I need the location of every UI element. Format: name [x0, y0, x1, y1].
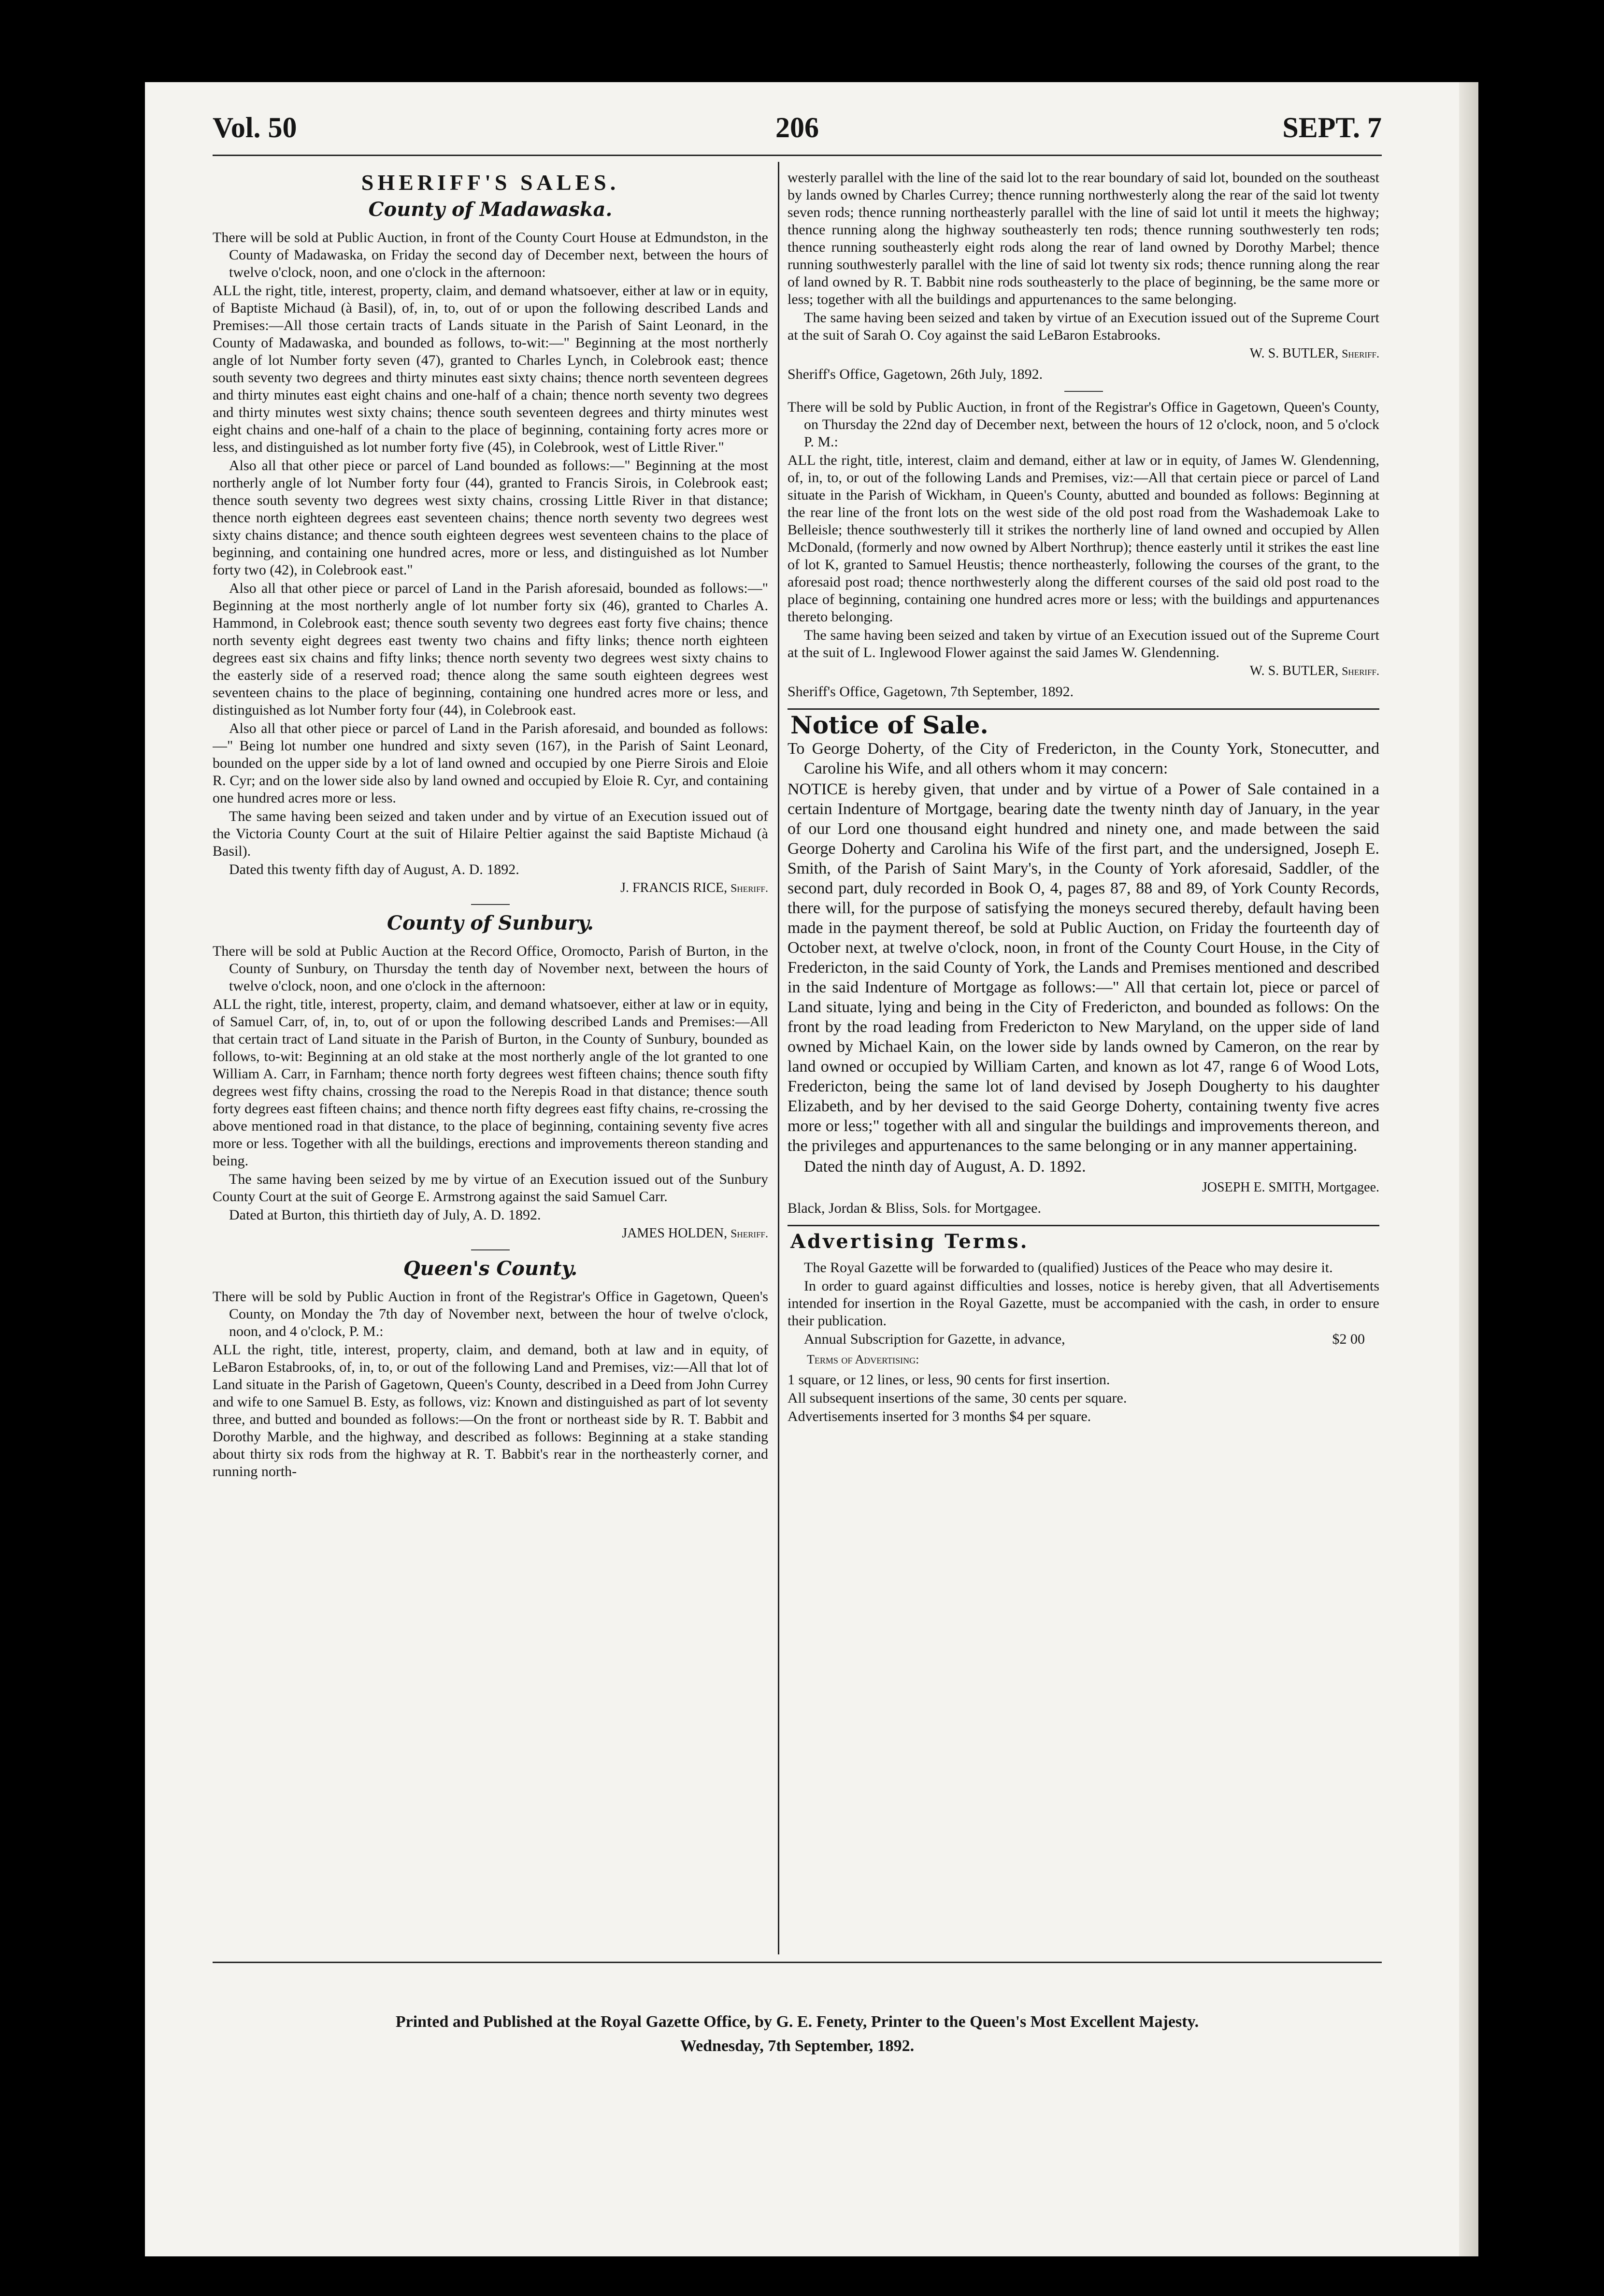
newspaper-page: [145, 82, 1478, 2256]
page-edge-shadow: [1459, 82, 1478, 2256]
sheriffs-sales-heading: SHERIFF'S SALES.: [361, 170, 620, 195]
imprint-date: Wednesday, 7th September, 1892.: [680, 2037, 915, 2055]
glendenning-lands: ALL the right, title, interest, claim and demand, either at law or in equity, of James W. Glendenning, of, in, to, or out of the following Lands and Premises, viz:—All that certain piece or parcel of Land situate in the Parish of Wickham, in Queen's County, abutted and bounded as follows: Beginning at the rear line of the front lots on the west side of the old post road from the Washademoak Lake to Belleisle; thence southwesterly till it strikes the northerly line of land owned and occupied by Allen McDonald, (formerly and now owned by Albert Northrup); thence easterly until it strikes the east line of lot K, granted to Samuel Heustis; thence northeasterly, following the courses of the grant, to the aforesaid post road; thence northwesterly along the different courses of the said old post road to the place of beginning, containing one hundred acres more or less; with the buildings and appurtenances thereto belonging.: [788, 452, 1379, 625]
section-divider: [471, 1249, 510, 1250]
glendenning-sheriff-title: Sheriff.: [1342, 665, 1379, 678]
notice-text: NOTICE is hereby given, that under and by virtue of a Power of Sale contained in a certain Indenture of Mortgage, bearing date the twenty ninth day of January, in the year of our Lord one thousand eight hundred and ninety one, and made between the said George Doherty and Carolina his Wife of the first part, and the undersigned, Joseph E. Smith, of the Parish of Saint Mary's, in the County of York aforesaid, Saddler, of the second part, duly recorded in Book O, 4, pages 87, 88 and 89, of York County Records, there will, for the purpose of satisfying the moneys secured thereby, default having been made in the payment thereof, be sold at Public Auction, on Friday the fourteenth day of October next, at twelve o'clock, noon, in front of the County Court House, in the City of Fredericton, in the said County of York, the Lands and Premises mentioned and described in the said Indenture of Mortgage as follows:—" All that certain lot, piece or parcel of Land situate, lying and being in the City of Fredericton, and bounded as follows: On the front by the road leading from Fredericton to New Maryland, on the upper side of land owned by Michael Kain, on the lower side by lands owned by Cameron, on the rear by land owned or occupied by William Carten, and known as lot 47, range 6 of Wood Lots, Fredericton, being the same lot of land devised by Joseph Dougherty to his daughter Elizabeth, and by her devised to the said George Doherty, containing twenty five acres more or less;" together with all and singular the buildings and improvements thereon, and the privileges and appurtenances to the same belonging or in any manner appertaining.: [788, 780, 1379, 1155]
glendenning-intro: There will be sold by Public Auction, in front of the Registrar's Office in Gagetown, Queen's County, on Thursday the 22nd day of December next, between the hours of 12 o'clock, noon, and 5 o'clock P. M.:: [788, 399, 1379, 450]
imprint-footer: [213, 2010, 1382, 2058]
glendenning-office-dateline: Sheriff's Office, Gagetown, 7th September, 1892.: [788, 684, 1074, 700]
column-divider: [778, 162, 779, 1954]
queens-intro: There will be sold by Public Auction in front of the Registrar's Office in Gagetown, Queen's County, on Monday the 7th day of November next, between the hour of twelve o'clock, noon, and 4 o'clock, P. M.:: [213, 1289, 768, 1339]
sunbury-lands: ALL the right, title, interest, property, claim, and demand whatsoever, either at law or in equity, of Samuel Carr, of, in, to, out of or upon the following described Lands and Premises:—All that certain tract of Land situate in the Parish of Burton, in the County of Sunbury, bounded as follows, to-wit: Beginning at an old stake at the most northerly angle of the lot granted to one William A. Carr, in Farnham; thence north forty degrees west fifteen chains; thence south fifty degrees west fifty chains, crossing the road to the Nerepis Road in that distance; thence south forty degrees east fifteen chains; and thence north fifty degrees east fifty chains, re-crossing the above mentioned road in that distance, to the place of beginning, containing seventy five acres more or less. Together with all the buildings, erections and improvements thereon standing and being.: [213, 996, 768, 1169]
glendenning-execution: The same having been seized and taken by virtue of an Execution issued out of the Supreme Court at the suit of L. Inglewood Flower against the said James W. Glendenning.: [788, 627, 1379, 660]
footer-rule: [213, 1962, 1382, 1963]
sunbury-signature: [213, 1225, 768, 1243]
madawaska-sheriff-title: Sheriff.: [730, 882, 768, 895]
page-number: 206: [775, 112, 819, 144]
terms-line-2: All subsequent insertions of the same, 30 cents per square.: [788, 1390, 1127, 1406]
madawaska-lands: ALL the right, title, interest, property, claim, and demand whatsoever, either at law or in equity, of Baptiste Michaud (à Basil), of, in, to, out of or upon the following described Lands and Premises:—All those certain tracts of Lands situate in the Parish of Saint Leonard, in the County of Madawaska, and bounded as follows, to-wit:—" Beginning at the most northerly angle of lot Number forty seven (47), granted to Charles Lynch, in Colebrook east; thence south seventy two degrees and thirty minutes east sixty chains; thence north seventeen degrees and thirty minutes east eight chains and one-half of a chain; thence north seventy two degrees and thirty minutes west sixty chains; thence south seventeen degrees and thirty minutes west eight chains and one-half of a chain to the place of beginning, containing forty acres more or less, and distinguished as lot number forty five (45), in Colebrook, west of Little River.": [213, 283, 768, 455]
page-header: [213, 111, 1382, 150]
notice-solicitors: Black, Jordan & Bliss, Sols. for Mortgagee.: [788, 1200, 1041, 1216]
queens-heading: Queen's County.: [403, 1257, 578, 1280]
madawaska-execution: The same having been seized and taken under and by virtue of an Execution issued out of the Victoria County Court at the suit of Hilaire Peltier against the said Baptiste Michaud (à Basil).: [213, 808, 768, 859]
queens-lands: ALL the right, title, interest, property, claim, and demand, both at law and in equity, of LeBaron Estabrooks, of, in, to, or out of the following Land and Premises, viz:—All that lot of Land situate in the Parish of Gagetown, Queen's County, described in a Deed from John Currey and wife to one Samuel B. Esty, as follows, viz: Known and distinguished as part of lot seventy three, and butted and bounded as follows:—On the front or northeast side by R. T. Babbit and Dorothy Marble, and the highway, and described as follows: Beginning at a stake standing about thirty six rods from the highway at R. T. Babbit's rear in the northeasterly corner, and running north-: [213, 1342, 768, 1479]
advertising-subscription: [788, 1331, 1379, 1348]
advertising-cash-notice: In order to guard against difficulties and losses, notice is hereby given, that all Advertisements intended for insertion in the Royal Gazette, must be accompanied with the cash, in order to ensure their publication.: [788, 1278, 1379, 1329]
glendenning-sheriff-name: W. S. BUTLER,: [1249, 663, 1339, 678]
advertising-top-rule: [788, 1225, 1379, 1226]
section-divider: [471, 904, 510, 905]
notice-signature: JOSEPH E. SMITH, Mortgagee.: [1202, 1180, 1379, 1195]
right-column: [788, 169, 1379, 1957]
subscription-label: Annual Subscription for Gazette, in advance,: [804, 1331, 1065, 1347]
notice-address: To George Doherty, of the City of Fredericton, in the County York, Stonecutter, and Caroline his Wife, and all others whom it may concern:: [788, 740, 1379, 777]
terms-line-1: 1 square, or 12 lines, or less, 90 cents for first insertion.: [788, 1372, 1110, 1388]
notice-top-rule: [788, 708, 1379, 710]
queens-sheriff-title: Sheriff.: [1342, 348, 1379, 360]
notice-dated: Dated the ninth day of August, A. D. 1892.: [804, 1158, 1086, 1176]
madawaska-heading: County of Madawaska.: [368, 198, 613, 221]
imprint-line: Printed and Published at the Royal Gazette Office, by G. E. Fenety, Printer to the Queen's Most Excellent Majesty.: [395, 2013, 1199, 2031]
header-rule: [213, 155, 1382, 156]
madawaska-parcel-2: Also all that other piece or parcel of Land bounded as follows:—" Beginning at the most northerly angle of lot Number forty four (44), granted to Francis Sirois, in Colebrook east; thence south seventy two degrees west sixty chains, crossing Little River in that distance; thence north eighteen degrees east seventeen chains; thence north seventy two degrees west sixty chains distance; and thence south eighteen degrees west seventeen chains to the place of beginning, and containing one hundred acres, more or less, and distinguished as lot Number forty two (42), in Colebrook east.": [213, 458, 768, 578]
advertising-justices: The Royal Gazette will be forwarded to (qualified) Justices of the Peace who may desire it.: [804, 1260, 1333, 1276]
terms-of-advertising-heading: Terms of Advertising:: [807, 1352, 919, 1366]
madawaska-signature: [213, 879, 768, 897]
notice-of-sale-body: [788, 739, 1379, 1218]
advertising-terms-title: Advertising Terms.: [790, 1230, 1029, 1253]
madawaska-parcel-4: Also all that other piece or parcel of Land in the Parish aforesaid, and bounded as follows:—" Being lot number one hundred and sixty seven (167), in the Parish of Saint Leonard, bounded on the upper side by a lot of land owned and occupied by one Pierre Sirois and Eloie R. Cyr; and on the lower side also by land owned and occupied by Eloie R. Cyr, and containing one hundred acres more or less.: [213, 720, 768, 806]
sunbury-heading: County of Sunbury.: [387, 912, 594, 934]
sunbury-intro: There will be sold at Public Auction at the Record Office, Oromocto, Parish of Burton, in the County of Sunbury, on Thursday the tenth day of November next, between the hours of twelve o'clock, noon, and one o'clock in the afternoon:: [213, 943, 768, 994]
sunbury-dated: Dated at Burton, this thirtieth day of July, A. D. 1892.: [229, 1207, 541, 1223]
madawaska-dated: Dated this twenty fifth day of August, A. D. 1892.: [229, 861, 519, 877]
volume-label: Vol. 50: [213, 112, 297, 144]
sunbury-sheriff-name: JAMES HOLDEN,: [622, 1226, 728, 1241]
queens-execution: The same having been seized and taken by virtue of an Execution issued out of the Supreme Court at the suit of Sarah O. Coy against the said LeBaron Estabrooks.: [788, 310, 1379, 343]
queens-sheriff-name: W. S. BUTLER,: [1249, 346, 1339, 361]
sunbury-sheriff-title: Sheriff.: [730, 1228, 768, 1240]
glendenning-signature: [788, 662, 1379, 680]
section-divider: [1064, 391, 1103, 392]
queens-lands-continued: westerly parallel with the line of the said lot to the rear boundary of said lot, bounded on the southeast by lands owned by Charles Currey; thence running northwesterly along the rear of the said lot twenty seven rods; thence running northeasterly parallel with the line of said lot until it meets the highway; thence running along the highway southeasterly ten rods; thence running southwesterly ten rods; thence running southeasterly eight rods along the rear of land owned by Dorothy Marbel; thence running southwesterly parallel with the line of said lot twenty six rods; thence running along the rear of land owned by R. T. Babbit nine rods southeasterly to the place of beginning, be the same more or less; together with all the buildings and appurtenances to the same belonging.: [788, 170, 1379, 307]
madawaska-intro: There will be sold at Public Auction, in front of the County Court House at Edmundston, in the County of Madawaska, on Friday the second day of December next, between the hours of twelve o'clock, noon, and one o'clock in the afternoon:: [213, 230, 768, 280]
sunbury-execution: The same having been seized by me by virtue of an Execution issued out of the Sunbury County Court at the suit of George E. Armstrong against the said Samuel Carr.: [213, 1171, 768, 1205]
madawaska-parcel-3: Also all that other piece or parcel of Land in the Parish aforesaid, bounded as follows:—" Beginning at the most northerly angle of lot number forty six (46), granted to Charles A. Hammond, in Colebrook east; thence south seventy two degrees east forty five chains; thence north seventy eight degrees east twenty two chains and fifty links; thence north eighteen degrees east six chains and fifty links; thence north seventy two degrees west sixty chains to the easterly side of a reserved road; thence along the same south eighteen degrees west seventeen chains to the place of beginning, containing one hundred acres more or less, and distinguished as lot Number forty four (44), in Colebrook east.: [213, 580, 768, 718]
queens-office-dateline: Sheriff's Office, Gagetown, 26th July, 1892.: [788, 366, 1043, 382]
subscription-price: $2 00: [1332, 1331, 1365, 1347]
issue-date: SEPT. 7: [1282, 112, 1382, 144]
queens-signature: [788, 345, 1379, 363]
madawaska-sheriff-name: J. FRANCIS RICE,: [620, 880, 728, 895]
terms-line-3: Advertisements inserted for 3 months $4 per square.: [788, 1408, 1091, 1424]
left-column: [213, 169, 768, 1957]
notice-of-sale-title: Notice of Sale.: [790, 711, 988, 739]
